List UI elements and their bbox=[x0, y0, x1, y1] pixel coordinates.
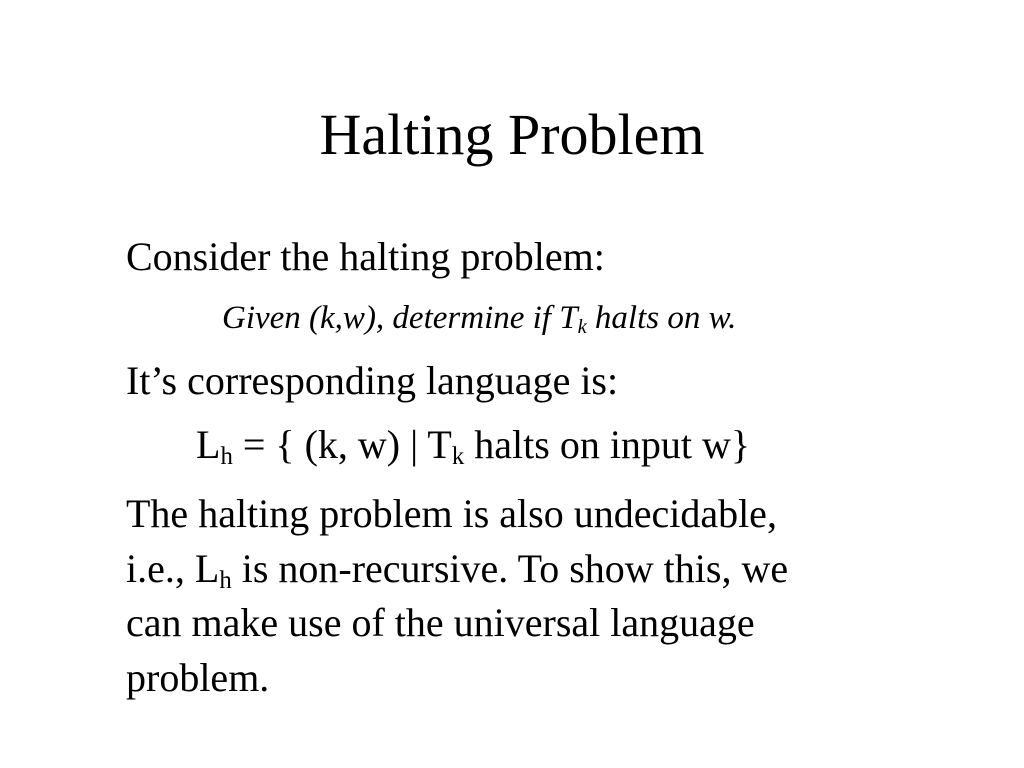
paragraph-line-2-pre: i.e., L bbox=[126, 545, 220, 591]
paragraph-line-2 bbox=[126, 542, 946, 597]
conclusion-paragraph bbox=[126, 487, 946, 705]
language-intro-line: It’s corresponding language is: bbox=[126, 358, 619, 403]
paragraph-line-1: The halting problem is also undecidable, bbox=[126, 491, 777, 536]
language-formula bbox=[196, 422, 751, 471]
formula-l: L bbox=[196, 422, 221, 467]
problem-statement bbox=[222, 298, 736, 338]
problem-statement-subscript: k bbox=[577, 316, 587, 339]
intro-line: Consider the halting problem: bbox=[126, 234, 605, 279]
paragraph-line-2-post: is non-recursive. To show this, we bbox=[231, 545, 789, 591]
formula-middle: = { (k, w) | T bbox=[232, 422, 452, 467]
problem-statement-prefix: Given (k,w), determine if T bbox=[222, 300, 578, 336]
paragraph-line-3: can make use of the universal language bbox=[126, 600, 755, 645]
paragraph-line-4: problem. bbox=[126, 654, 270, 700]
slide-title: Halting Problem bbox=[319, 102, 705, 167]
problem-statement-suffix: halts on w. bbox=[586, 300, 737, 336]
formula-end: halts on input w} bbox=[464, 422, 751, 467]
formula-l-subscript: h bbox=[220, 443, 233, 471]
formula-t-subscript: k bbox=[451, 443, 465, 471]
paragraph-line-2-subscript: h bbox=[219, 566, 232, 594]
